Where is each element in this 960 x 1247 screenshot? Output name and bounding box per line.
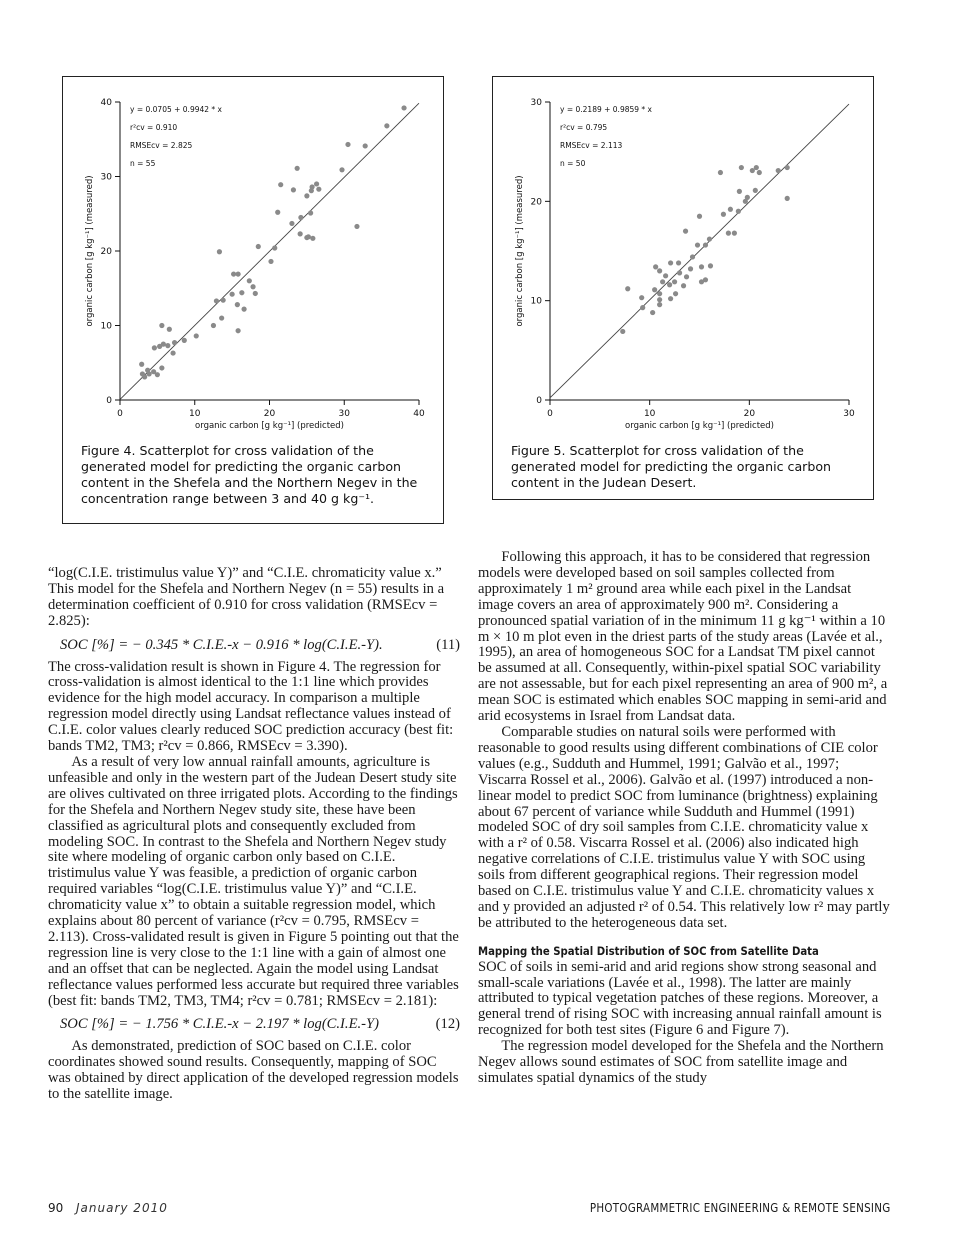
data-point [684,274,689,279]
data-point [657,291,662,296]
x-tick-label: 30 [338,409,350,419]
data-point [757,170,762,175]
data-point [695,242,700,247]
equation-number: (12) [435,1016,460,1033]
data-point [231,271,236,276]
x-tick-label: 30 [843,409,855,419]
stats-annotation: y = 0.0705 + 0.9942 * x [130,105,222,114]
data-point [673,291,678,296]
data-point [256,244,261,249]
stats-annotation: RMSEcv = 2.825 [130,141,193,150]
x-tick-label: 10 [643,409,656,419]
stats-annotation: n = 50 [560,159,586,168]
data-point [708,263,713,268]
data-point [785,196,790,201]
scatterplot-figure-5 [493,77,873,437]
data-point [736,209,741,214]
data-point [291,187,296,192]
x-axis-label: organic carbon [g kg⁻¹] (predicted) [625,421,774,431]
data-point [697,214,702,219]
data-point [211,323,216,328]
data-point [653,264,658,269]
paragraph: Following this approach, it has to be considered that regression models were developed based on soil samples collected from approximately 1 m² ground area while each pixel in the Landsat image covers an area of approximately 900 m². Considering a pronounced spatial variation of in the minimum 11 g kg⁻¹ within a 10 m × 10 m plot even in the driest parts of the study areas (Lavée et al., 1995), an area of homogeneous SOC for a Landsat TM pixel cannot be assumed at all. Consequently, within-pixel spatial SOC variability are not assessable, but for each pixel representing an area of 900 m², a mean SOC is estimated which enables SOC mapping in semi-arid and arid ecosystems in Israel from Landsat data. [478,549,888,725]
data-point [745,195,750,200]
equation-text: SOC [%] = − 1.756 * C.I.E.-x − 2.197 * log(C.I.E.-Y) [60,1016,379,1033]
data-point [253,291,258,296]
data-point [681,283,686,288]
data-point [159,365,164,370]
data-point [625,286,630,291]
y-tick-label: 20 [100,247,112,257]
data-point [155,372,160,377]
data-point [676,260,681,265]
paragraph: SOC of soils in semi-arid and arid regions show strong seasonal and small-scale variations (Lavée et al., 1998). The latter are mainly attributed to typical vegetation patches of these regions. Moreover, a general trend of rising SOC with increasing annual rainfall amount is recognized for both test sites (Figure 6 and Figure 7). [478,958,882,1039]
data-point [640,305,645,310]
equation-text: SOC [%] = − 0.345 * C.I.E.-x − 0.916 * log(C.I.E.-Y). [60,636,383,653]
data-point [235,302,240,307]
paragraph: The regression model developed for the Shefela and the Northern Negev allows sound estimates of SOC from satellite image and simulates spatial dynamics of the study [478,1038,884,1086]
data-point [159,323,164,328]
data-point [707,236,712,241]
data-point [688,266,693,271]
data-point [667,282,672,287]
data-point [683,229,688,234]
data-point [298,215,303,220]
data-point [236,328,241,333]
x-tick-label: 0 [117,409,123,419]
stats-annotation: r²cv = 0.795 [560,123,608,132]
y-tick-label: 20 [530,197,542,208]
paragraph: As demonstrated, prediction of SOC based on C.I.E. color coordinates showed sound results. Consequently, mapping of SOC was obtained by direct application of the developed regression models to the satellite image. [48,1038,459,1103]
data-point [194,333,199,338]
data-point [363,143,368,148]
journal-name: PHOTOGRAMMETRIC ENGINEERING & REMOTE SENSING [589,1201,890,1215]
stats-annotation: RMSEcv = 2.113 [560,141,623,150]
data-point [308,210,313,215]
data-point [401,105,406,110]
data-point [690,254,695,259]
data-point [703,242,708,247]
data-point [620,329,625,334]
text-column-right [478,550,890,1087]
data-point [785,165,790,170]
data-point [217,249,222,254]
data-point [657,268,662,273]
figure-5 [492,76,874,500]
data-point [298,231,303,236]
y-tick-label: 10 [100,321,112,332]
data-point [316,187,321,192]
y-tick-label: 30 [100,172,112,183]
equation-12 [60,1017,460,1033]
y-tick-label: 40 [100,98,112,108]
y-tick-label: 10 [530,296,542,307]
x-tick-label: 10 [189,409,201,419]
data-point [306,234,311,239]
data-point [699,264,704,269]
paragraph: As a result of very low annual rainfall amounts, agriculture is unfeasible and only in the western part of the Judean Desert study site are olives cultivated on three irrigated plots. According to the findings for the Shefela and Northern Negev study site, these have been classified as agricultural plots and consequently excluded from modeling SOC. In contrast to the Shefela and Northern Negev study site where modeling of organic carbon only based on C.I.E. tristimulus value Y was feasible, a prediction of organic carbon required variables “log(C.I.E. tristimulus value Y)” and “C.I.E. chromaticity value x” to obtain a suitable regression model, which explains about 80 percent of variance (r²cv = 0.795, RMSEcv = 2.113). Cross-validated result is given in Figure 5 pointing out that the regression line is very close to the 1:1 line with a gain of almost one and an offset that can be neglected. Again the model using Landsat reflectance values performed less accurate but required three variables (best fit: bands TM2, TM3, TM4; r²cv = 0.781; RMSEcv = 2.181): [48,753,459,1009]
issue-date: January 2010 [76,1201,168,1215]
data-point [776,168,781,173]
section-heading: Mapping the Spatial Distribution of SOC from Satellite Data [478,943,819,958]
data-point [652,287,657,292]
paragraph: “log(C.I.E. tristimulus value Y)” and “C.I.E. chromaticity value x.” This model for the Shefela and Northern Negev (n = 55) results in a determination coefficient of 0.910 for cross validation (RMSEcv = 2.825): [48,565,445,629]
figure-4-caption: Figure 4. Scatterplot for cross validation of the generated model for predicting the organic carbon content in the Shefela and the Northern Negev in the concentration range between 3 and 40 g kg⁻¹. [81,443,418,506]
data-point [147,371,152,376]
data-point [339,167,344,172]
data-point [718,170,723,175]
data-point [236,271,241,276]
data-point [384,123,389,128]
y-axis-label: organic carbon [g kg⁻¹] (measured) [85,175,95,327]
scatterplot-figure-4 [63,77,443,437]
data-point [732,231,737,236]
equation-11 [60,638,460,654]
y-tick-label: 0 [536,396,542,406]
stats-annotation: y = 0.2189 + 0.9859 * x [560,105,652,114]
data-point [161,342,166,347]
data-point [278,182,283,187]
stats-annotation: n = 55 [130,159,156,168]
data-point [152,345,157,350]
data-point [663,273,668,278]
data-point [314,181,319,186]
data-point [172,340,177,345]
data-point [214,298,219,303]
data-point [272,245,277,250]
data-point [668,260,673,265]
data-point [726,231,731,236]
data-point [289,221,294,226]
y-tick-label: 0 [106,396,112,406]
data-point [677,270,682,275]
stats-annotation: r²cv = 0.910 [130,123,178,132]
data-point [354,224,359,229]
data-point [275,210,280,215]
data-point [728,207,733,212]
data-point [250,284,255,289]
data-point [241,307,246,312]
page-number: 90 [48,1201,64,1215]
data-point [139,362,144,367]
data-point [668,296,673,301]
y-tick-label: 30 [530,98,542,108]
data-point [304,193,309,198]
data-point [754,165,759,170]
data-point [219,315,224,320]
data-point [221,298,226,303]
data-point [660,279,665,284]
data-point [657,302,662,307]
data-point [739,165,744,170]
x-tick-label: 20 [743,409,756,419]
data-point [239,290,244,295]
x-tick-label: 0 [547,409,553,419]
data-point [182,338,187,343]
text-column-left [48,566,460,1103]
data-point [268,259,273,264]
y-axis-label: organic carbon [g kg⁻¹] (measured) [515,175,525,327]
equation-number: (11) [436,636,460,653]
data-point [737,189,742,194]
figure-5-caption: Figure 5. Scatterplot for cross validation of the generated model for predicting the organic carbon content in the Judean Desert. [511,443,832,490]
data-point [170,350,175,355]
data-point [230,292,235,297]
x-tick-label: 40 [413,409,425,419]
data-point [703,277,708,282]
x-tick-label: 20 [263,409,276,419]
data-point [310,236,315,241]
data-point [142,374,147,379]
data-point [721,212,726,217]
data-point [309,188,314,193]
data-point [295,166,300,171]
data-point [639,295,644,300]
data-point [247,278,252,283]
paragraph: The cross-validation result is shown in Figure 4. The regression for cross-validation is almost identical to the 1:1 line which provides evidence for the high model accuracy. In comparison a multiple regression model directly using Landsat reflectance values instead of C.I.E. color values clearly reduced SOC prediction accuracy (best fit: bands TM2, TM3; r²cv = 0.866, RMSEcv = 3.390). [48,658,454,755]
data-point [167,327,172,332]
data-point [657,297,662,302]
data-point [165,343,170,348]
x-axis-label: organic carbon [g kg⁻¹] (predicted) [195,421,344,431]
data-point [753,188,758,193]
data-point [345,142,350,147]
figure-4 [62,76,444,524]
paragraph: Comparable studies on natural soils were performed with reasonable to good results using different combinations of CIE color values (e.g., Sudduth and Hummel, 1991; Galvão et al., 1997; Viscarra Rossel et al., 2006). Galvão et al. (1997) introduced a non-linear model to predict SOC from luminance (brightness) explaining about 67 percent of variance while Sudduth and Hummel (1991) modeled SOC of dry soil samples from C.I.E. chromaticity value x with a r² of 0.58. Viscarra Rossel et al. (2006) also indicated high negative correlations of C.I.E. tristimulus value Y with SOC using soils from different geographical regions. Their regression model based on C.I.E. tristimulus value Y and C.I.E. chromaticity values x and y provided an adjusted r² of 0.54. This relatively low r² may partly be attributed to the heterogeneous data set. [478,723,890,931]
data-point [650,310,655,315]
data-point [672,279,677,284]
